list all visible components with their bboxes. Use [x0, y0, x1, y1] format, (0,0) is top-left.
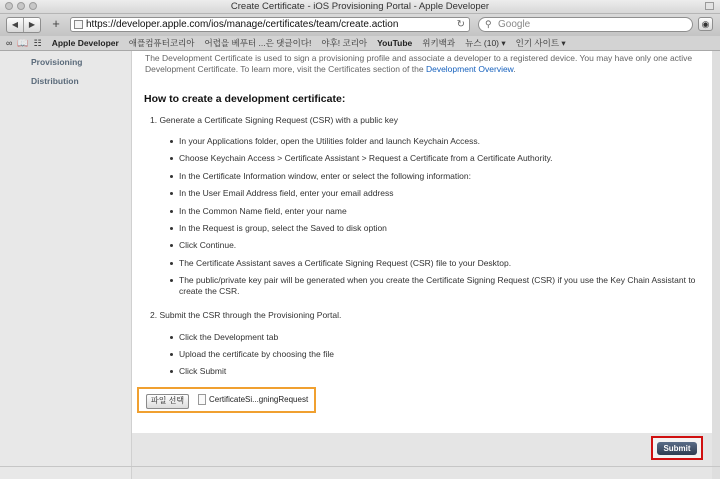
reading-list-icon[interactable]: ∞ [6, 38, 13, 48]
reload-icon[interactable]: ↻ [456, 19, 465, 30]
bullet-dot [170, 279, 173, 282]
right-margin [712, 51, 720, 479]
list-item-text: Click Submit [179, 366, 227, 376]
bookmark-wikipedia[interactable]: 위키백과 [422, 38, 456, 48]
bookmark-apple-developer[interactable]: Apple Developer [51, 38, 119, 48]
url-text[interactable]: https://developer.apple.com/ios/manage/certificates/team/create.action [86, 19, 399, 30]
step-2-label: 2. Submit the CSR through the Provisioning Portal. [150, 310, 342, 320]
bullet-dot [170, 175, 173, 178]
selected-file-name: CertificateSi...gningRequest [209, 395, 309, 404]
bullet-dot [170, 244, 173, 247]
list-item-text: In the User Email Address field, enter your email address [179, 188, 394, 198]
list-item-text: In the Request is group, select the Saved to disk option [179, 223, 387, 233]
bookmark-yahoo-korea[interactable]: 야후! 코리아 [321, 38, 368, 48]
top-sites-grid-icon[interactable]: ☷ [33, 37, 42, 48]
bullet-dot [170, 370, 173, 373]
list-item-text: The Certificate Assistant saves a Certificate Signing Request (CSR) file to your Desktop. [179, 258, 512, 268]
list-item-text: In the Certificate Information window, enter or select the following information: [179, 171, 471, 181]
browser-toolbar [0, 14, 720, 36]
bullet-dot [170, 140, 173, 143]
window-title-bar [0, 0, 720, 14]
status-divider [0, 466, 720, 467]
search-icon: ⚲ [485, 19, 492, 29]
bookmark-youtube[interactable]: YouTube [377, 38, 413, 48]
form-footer [132, 433, 712, 479]
bookmarks-bar [0, 36, 720, 51]
intro-end: . [513, 64, 516, 74]
bullet-dot [170, 210, 173, 213]
document-icon [198, 394, 206, 405]
search-field[interactable] [478, 17, 693, 32]
list-item-text: Upload the certificate by choosing the file [179, 349, 334, 359]
bookmark-apple-korea[interactable]: 애플컴퓨터코리아 [128, 38, 195, 48]
bullet-dot [170, 353, 173, 356]
bookmark-blog[interactable]: 어렵을 베푸터 ...은 댓글이다! [204, 38, 312, 48]
list-item-text: Click the Development tab [179, 332, 279, 342]
bullet-dot [170, 192, 173, 195]
bookmarks-book-icon[interactable]: 📖 [17, 37, 29, 48]
bullet-dot [170, 336, 173, 339]
list-item-text: In the Common Name field, enter your name [179, 206, 347, 216]
step-1-label: 1. Generate a Certificate Signing Request (CSR) with a public key [150, 115, 399, 125]
main-content [132, 51, 712, 433]
list-item-text: Click Continue. [179, 240, 237, 250]
submit-button[interactable]: Submit [657, 442, 697, 455]
list-item-text: In your Applications folder, open the Utilities folder and launch Keychain Access. [179, 136, 480, 146]
search-placeholder: Google [498, 19, 531, 30]
new-tab-button[interactable]: + [52, 16, 60, 31]
instructions-heading: How to create a development certificate: [144, 93, 346, 105]
address-bar[interactable] [70, 17, 470, 32]
bookmark-news-folder[interactable]: 뉴스 (10) ▾ [465, 38, 506, 48]
submit-highlight [651, 436, 703, 460]
bookmark-popular-sites-folder[interactable]: 인기 사이트 ▾ [515, 38, 566, 48]
window-title: Create Certificate - iOS Provisioning Portal - Apple Developer [230, 1, 490, 12]
sidebar-item-provisioning[interactable]: Provisioning [31, 57, 83, 67]
sidebar-item-distribution[interactable]: Distribution [31, 76, 79, 86]
back-button[interactable]: ◀ [11, 20, 19, 29]
bullet-dot [170, 157, 173, 160]
downloads-button[interactable]: ◉ [698, 17, 713, 31]
list-item-text: Choose Keychain Access > Certificate Assistant > Request a Certificate from a Certificate Authority. [179, 153, 553, 163]
list-item-text: The public/private key pair will be generated when you create the Certificate Signing Request (CSR) if you use the Key Chain Assistant to create the CSR. [179, 275, 696, 296]
nav-buttons [6, 17, 41, 33]
intro-paragraph [145, 53, 705, 75]
intro-text: The Development Certificate is used to sign a provisioning profile and associate a developer to a registered device. You may have only one active Development Certificate. To learn more, visit the Certificates section of the [145, 53, 693, 74]
portal-sidebar [0, 51, 132, 479]
bullet-dot [170, 227, 173, 230]
site-favicon-icon [74, 20, 83, 29]
forward-button[interactable]: ▶ [23, 18, 40, 32]
fullscreen-button[interactable] [705, 2, 714, 10]
development-overview-link[interactable]: Development Overview [425, 64, 514, 74]
choose-file-button[interactable]: 파일 선택 [146, 394, 189, 409]
file-upload-field [137, 387, 316, 413]
bullet-dot [170, 262, 173, 265]
